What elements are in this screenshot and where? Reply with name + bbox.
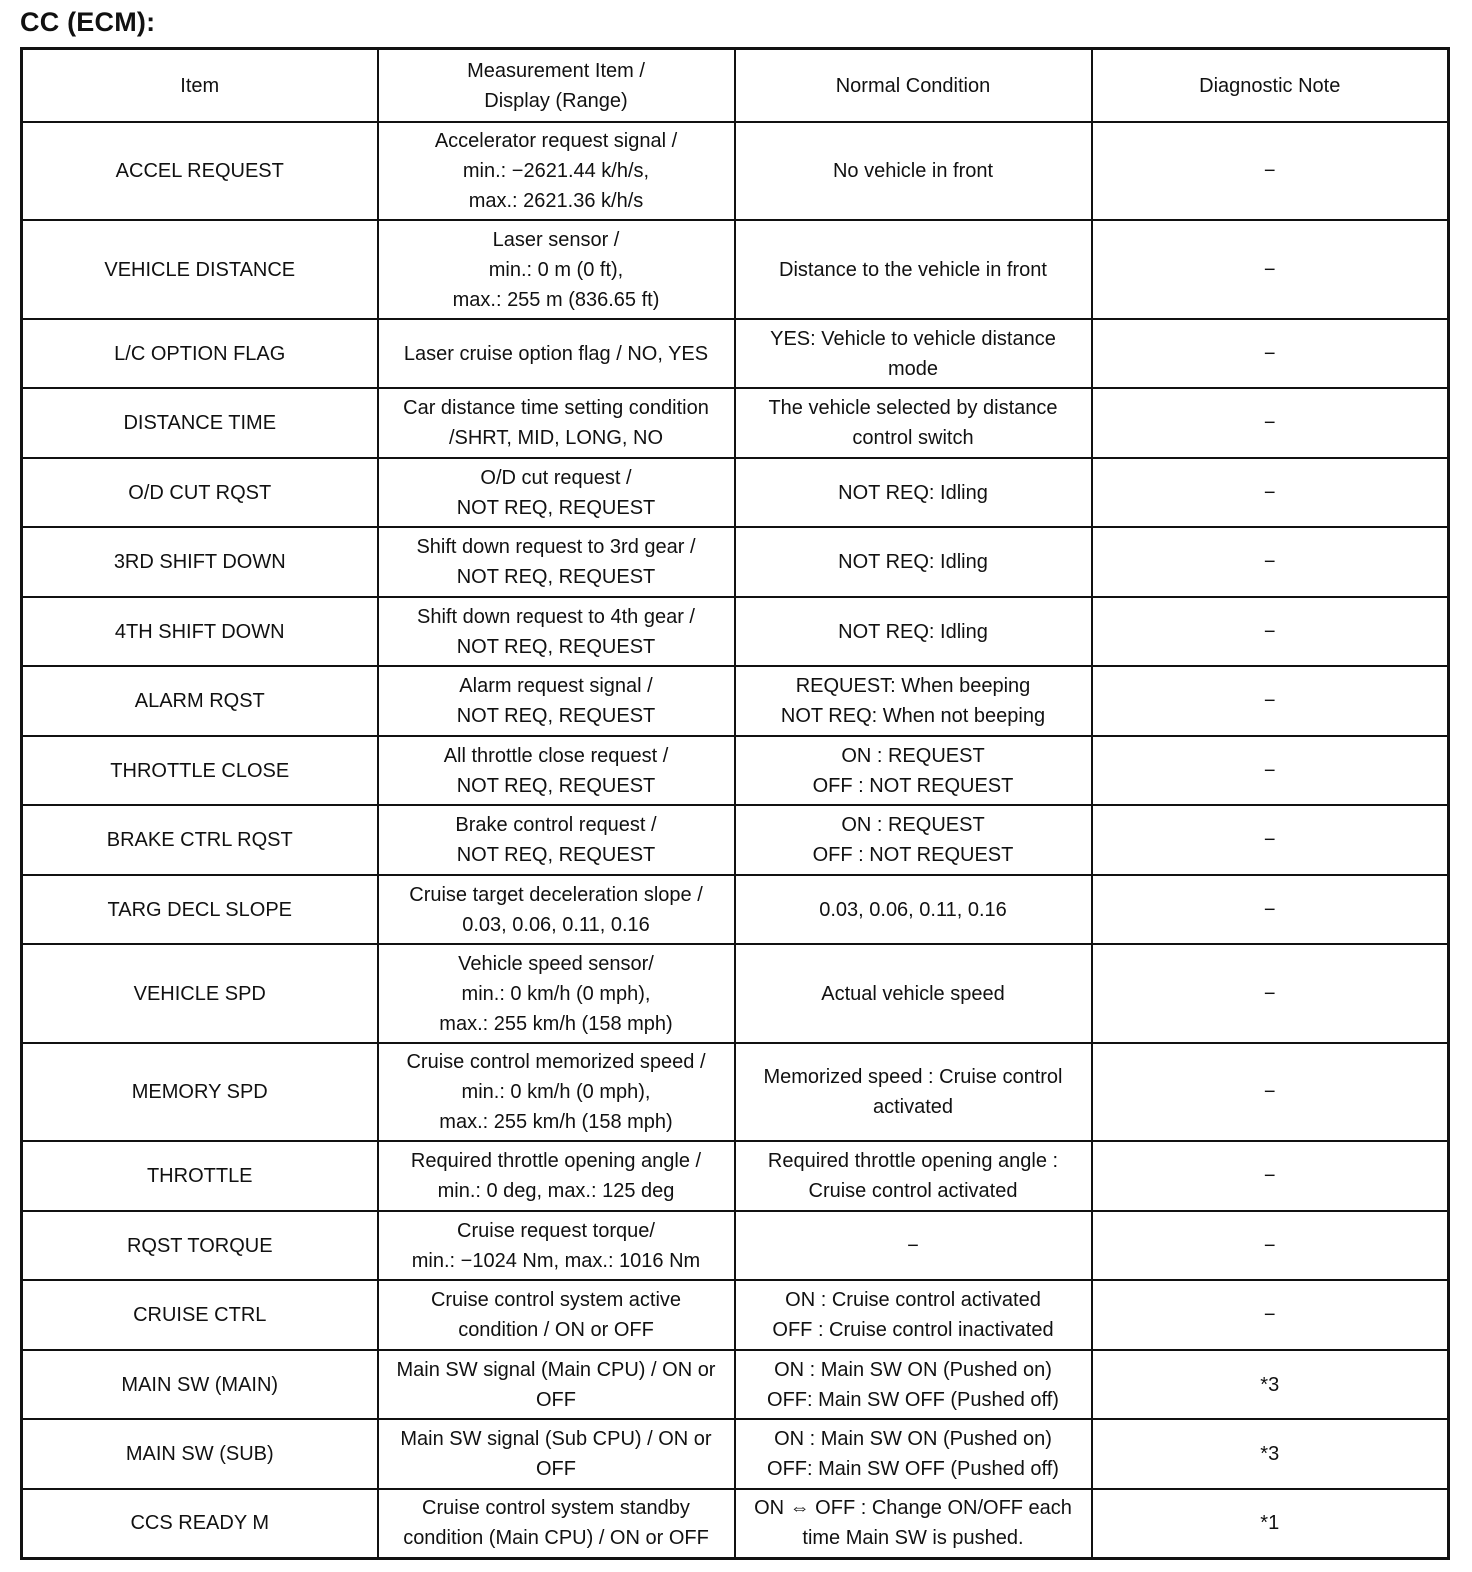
- cell-diagnostic-note: −: [1092, 805, 1449, 875]
- cell-normal-condition: REQUEST: When beeping NOT REQ: When not beeping: [735, 666, 1092, 736]
- cell-normal-condition: Memorized speed : Cruise control activated: [735, 1043, 1092, 1141]
- cell-diagnostic-note: −: [1092, 1211, 1449, 1280]
- table-header: [22, 49, 1449, 123]
- cell-measurement-item: Vehicle speed sensor/ min.: 0 km/h (0 mph), max.: 255 km/h (158 mph): [378, 944, 735, 1043]
- cell-measurement-item: Shift down request to 4th gear / NOT REQ, REQUEST: [378, 597, 735, 666]
- data-monitor-table: [20, 47, 1450, 1560]
- cell-normal-condition: ON ⇔ OFF : Change ON/OFF each time Main SW is pushed.: [735, 1489, 1092, 1558]
- table-row: [22, 319, 1449, 388]
- header-item: Item: [22, 49, 378, 123]
- cell-measurement-item: Laser cruise option flag / NO, YES: [378, 319, 735, 388]
- cell-item: VEHICLE DISTANCE: [22, 220, 378, 319]
- cell-diagnostic-note: −: [1092, 1043, 1449, 1141]
- cell-measurement-item: Cruise control system standby condition (Main CPU) / ON or OFF: [378, 1489, 735, 1558]
- cell-item: O/D CUT RQST: [22, 458, 378, 527]
- cell-normal-condition: YES: Vehicle to vehicle distance mode: [735, 319, 1092, 388]
- cell-item: CRUISE CTRL: [22, 1280, 378, 1350]
- cell-item: ALARM RQST: [22, 666, 378, 736]
- cell-item: RQST TORQUE: [22, 1211, 378, 1280]
- cell-normal-condition: ON : Main SW ON (Pushed on) OFF: Main SW OFF (Pushed off): [735, 1419, 1092, 1489]
- table-row: [22, 1350, 1449, 1419]
- cell-normal-condition: Distance to the vehicle in front: [735, 220, 1092, 319]
- cell-measurement-item: Main SW signal (Main CPU) / ON or OFF: [378, 1350, 735, 1419]
- cell-diagnostic-note: −: [1092, 458, 1449, 527]
- cell-diagnostic-note: −: [1092, 527, 1449, 597]
- cell-measurement-item: Cruise control system active condition / ON or OFF: [378, 1280, 735, 1350]
- cell-normal-condition: NOT REQ: Idling: [735, 458, 1092, 527]
- cell-normal-condition: 0.03, 0.06, 0.11, 0.16: [735, 875, 1092, 944]
- header-diagnostic-note: Diagnostic Note: [1092, 49, 1449, 123]
- cell-measurement-item: Laser sensor / min.: 0 m (0 ft), max.: 255 m (836.65 ft): [378, 220, 735, 319]
- table-row: [22, 1211, 1449, 1280]
- table-row: [22, 666, 1449, 736]
- table-row: [22, 597, 1449, 666]
- table-row: [22, 1280, 1449, 1350]
- cell-measurement-item: Shift down request to 3rd gear / NOT REQ, REQUEST: [378, 527, 735, 597]
- table-row: [22, 1419, 1449, 1489]
- header-normal-condition: Normal Condition: [735, 49, 1092, 123]
- table-row: [22, 875, 1449, 944]
- cell-diagnostic-note: −: [1092, 944, 1449, 1043]
- cell-normal-condition: Required throttle opening angle : Cruise control activated: [735, 1141, 1092, 1211]
- table-row: [22, 736, 1449, 805]
- cell-diagnostic-note: −: [1092, 597, 1449, 666]
- cell-item: MAIN SW (SUB): [22, 1419, 378, 1489]
- cell-item: MEMORY SPD: [22, 1043, 378, 1141]
- cell-normal-condition: The vehicle selected by distance control switch: [735, 388, 1092, 458]
- cell-normal-condition: ON : Cruise control activated OFF : Cruise control inactivated: [735, 1280, 1092, 1350]
- cell-item: ACCEL REQUEST: [22, 122, 378, 220]
- cell-diagnostic-note: −: [1092, 1141, 1449, 1211]
- cell-diagnostic-note: −: [1092, 1280, 1449, 1350]
- table-row: [22, 527, 1449, 597]
- table-row: [22, 458, 1449, 527]
- cell-diagnostic-note: −: [1092, 666, 1449, 736]
- cell-item: CCS READY M: [22, 1489, 378, 1558]
- table-row: [22, 122, 1449, 220]
- cell-diagnostic-note: −: [1092, 319, 1449, 388]
- cell-measurement-item: Main SW signal (Sub CPU) / ON or OFF: [378, 1419, 735, 1489]
- cell-diagnostic-note: −: [1092, 122, 1449, 220]
- cell-measurement-item: Cruise target deceleration slope / 0.03, 0.06, 0.11, 0.16: [378, 875, 735, 944]
- cell-normal-condition: −: [735, 1211, 1092, 1280]
- cell-measurement-item: Brake control request / NOT REQ, REQUEST: [378, 805, 735, 875]
- cell-item: VEHICLE SPD: [22, 944, 378, 1043]
- cell-measurement-item: Required throttle opening angle / min.: 0 deg, max.: 125 deg: [378, 1141, 735, 1211]
- header-measurement-item: Measurement Item / Display (Range): [378, 49, 735, 123]
- cell-item: TARG DECL SLOPE: [22, 875, 378, 944]
- cell-measurement-item: All throttle close request / NOT REQ, REQUEST: [378, 736, 735, 805]
- cell-diagnostic-note: *1: [1092, 1489, 1449, 1558]
- cell-normal-condition: ON : REQUEST OFF : NOT REQUEST: [735, 736, 1092, 805]
- cell-normal-condition: ON : REQUEST OFF : NOT REQUEST: [735, 805, 1092, 875]
- table-row: [22, 1489, 1449, 1558]
- cell-diagnostic-note: −: [1092, 875, 1449, 944]
- cell-measurement-item: Cruise request torque/ min.: −1024 Nm, max.: 1016 Nm: [378, 1211, 735, 1280]
- cell-measurement-item: Cruise control memorized speed / min.: 0 km/h (0 mph), max.: 255 km/h (158 mph): [378, 1043, 735, 1141]
- table-row: [22, 388, 1449, 458]
- table-row: [22, 220, 1449, 319]
- table-row: [22, 944, 1449, 1043]
- cell-item: DISTANCE TIME: [22, 388, 378, 458]
- cell-normal-condition: ON : Main SW ON (Pushed on) OFF: Main SW OFF (Pushed off): [735, 1350, 1092, 1419]
- cell-item: BRAKE CTRL RQST: [22, 805, 378, 875]
- table-row: [22, 1141, 1449, 1211]
- cell-measurement-item: Alarm request signal / NOT REQ, REQUEST: [378, 666, 735, 736]
- cell-item: L/C OPTION FLAG: [22, 319, 378, 388]
- table-row: [22, 805, 1449, 875]
- cell-diagnostic-note: −: [1092, 220, 1449, 319]
- cell-normal-condition: NOT REQ: Idling: [735, 597, 1092, 666]
- cell-diagnostic-note: *3: [1092, 1350, 1449, 1419]
- cell-measurement-item: Accelerator request signal / min.: −2621.44 k/h/s, max.: 2621.36 k/h/s: [378, 122, 735, 220]
- cell-item: 4TH SHIFT DOWN: [22, 597, 378, 666]
- table-row: [22, 1043, 1449, 1141]
- cell-diagnostic-note: −: [1092, 388, 1449, 458]
- cell-normal-condition: NOT REQ: Idling: [735, 527, 1092, 597]
- cell-normal-condition: No vehicle in front: [735, 122, 1092, 220]
- cell-item: THROTTLE: [22, 1141, 378, 1211]
- cell-normal-condition: Actual vehicle speed: [735, 944, 1092, 1043]
- cell-measurement-item: O/D cut request / NOT REQ, REQUEST: [378, 458, 735, 527]
- cell-item: MAIN SW (MAIN): [22, 1350, 378, 1419]
- cell-diagnostic-note: −: [1092, 736, 1449, 805]
- cell-diagnostic-note: *3: [1092, 1419, 1449, 1489]
- cell-item: THROTTLE CLOSE: [22, 736, 378, 805]
- table-body: [22, 122, 1449, 1558]
- cell-measurement-item: Car distance time setting condition /SHRT, MID, LONG, NO: [378, 388, 735, 458]
- cell-item: 3RD SHIFT DOWN: [22, 527, 378, 597]
- header-row: [22, 49, 1449, 123]
- document-title: CC (ECM):: [20, 7, 156, 37]
